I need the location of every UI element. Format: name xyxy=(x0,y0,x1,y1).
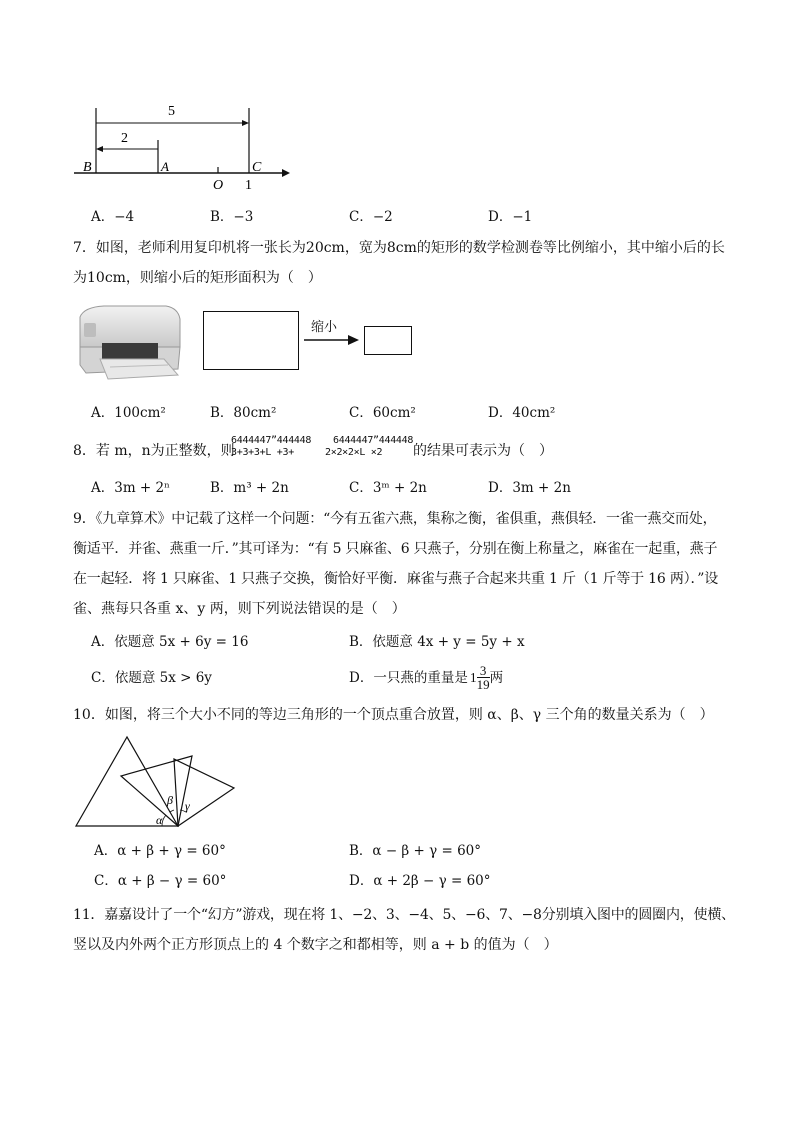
small-triangle xyxy=(174,759,234,826)
q9-fraction-numerator: 3 xyxy=(477,664,490,678)
q8-option-a: A．3m + 2ⁿ xyxy=(91,480,170,496)
q9-line-3: 在一起轻．将 1 只麻雀、1 只燕子交换，衡恰好平衡．麻雀与燕子合起来共重 1 斤（1 斤等于 16 两）．”设 xyxy=(73,571,718,587)
length-2-arrowhead xyxy=(96,146,103,152)
q8-option-d: D．3m + 2n xyxy=(488,480,571,496)
axis-arrowhead xyxy=(282,169,290,177)
beta-label: β xyxy=(167,793,173,807)
label-2: 2 xyxy=(121,131,128,146)
beta-arc xyxy=(170,810,174,812)
q9-option-b: B．依题意 4x + y = 5y + x xyxy=(349,634,525,650)
q7-line-2: 为10cm，则缩小后的矩形面积为（ ） xyxy=(73,270,322,286)
q9-fraction-denominator: 19 xyxy=(476,677,490,692)
q8-option-c: C．3ᵐ + 2n xyxy=(349,480,427,496)
q8-garbled-bottom-left: 3+3+3+L +3+ xyxy=(231,447,294,458)
shrunk-rectangle xyxy=(364,326,412,355)
original-rectangle xyxy=(203,311,299,370)
q9-option-a: A．依题意 5x + 6y = 16 xyxy=(91,634,249,650)
q8-garbled-bottom-right: 2×2×2×L ×2 xyxy=(325,447,383,458)
q10-option-b: B．α − β + γ = 60° xyxy=(349,843,482,859)
printer-image xyxy=(74,303,186,381)
q9-option-d-fraction xyxy=(477,664,490,691)
q7-option-d: D．40cm² xyxy=(488,405,556,421)
q6-option-b: B．−3 xyxy=(210,209,254,225)
q7-option-c: C．60cm² xyxy=(349,405,416,421)
q9-option-d-suffix: 两 xyxy=(489,669,504,686)
label-C: C xyxy=(252,160,262,175)
q7-option-b: B．80cm² xyxy=(210,405,277,421)
label-B: B xyxy=(83,160,92,175)
q10-option-a: A．α + β + γ = 60° xyxy=(94,843,226,859)
length-5-arrowhead xyxy=(242,120,249,126)
q9-line-2: 衡适平．并雀、燕重一斤．”其可译为：“有 5 只麻雀、6 只燕子，分别在衡上称量之，麻雀在一起重，燕子 xyxy=(73,541,718,557)
alpha-arc xyxy=(162,815,166,826)
q8-garbled-top-right: 6444447”444448 xyxy=(333,435,414,446)
number-line-figure xyxy=(68,96,298,196)
alpha-label: α xyxy=(156,813,163,827)
label-A: A xyxy=(161,159,169,174)
q8-prefix: 8．若 m，n为正整数，则 xyxy=(73,443,235,459)
label-O: O xyxy=(213,178,224,193)
q8-suffix: 的结果可表示为（ ） xyxy=(413,443,553,459)
q10-option-c: C．α + β − γ = 60° xyxy=(94,873,227,889)
q9-line-4: 雀、燕每只各重 x、y 两，则下列说法错误的是（ ） xyxy=(73,601,406,617)
shrink-label: 缩小 xyxy=(311,320,338,335)
gamma-label: γ xyxy=(185,799,190,813)
q7-line-1: 7．如图，老师利用复印机将一张长为20cm，宽为8cm的矩形的数学检测卷等比例缩小，其中缩小后的长 xyxy=(73,240,725,256)
q7-option-a: A．100cm² xyxy=(91,405,166,421)
q6-option-d: D．−1 xyxy=(488,209,533,225)
q10-option-d: D．α + 2β − γ = 60° xyxy=(349,873,491,889)
q11-line-1: 11．嘉嘉设计了一个“幻方”游戏，现在将 1、−2、3、−4、5、−6、7、−8分别填入图中的圆圈内，使横、 xyxy=(73,907,735,923)
q11-line-2: 竖以及内外两个正方形顶点上的 4 个数字之和都相等，则 a + b 的值为（ ） xyxy=(73,937,558,953)
q9-option-d-prefix: D．一只燕的重量是 xyxy=(349,669,468,686)
q9-option-d-whole: 1 xyxy=(469,669,477,685)
q6-option-c: C．−2 xyxy=(349,209,393,225)
q9-option-d xyxy=(349,664,503,691)
q8-garbled-top-left: 6444447”444448 xyxy=(231,435,312,446)
q9-line-1: 9．《九章算术》中记载了这样一个问题：“今有五雀六燕，集称之衡，雀俱重，燕俱轻．一雀一燕交而处， xyxy=(73,511,717,527)
q8-option-b: B．m³ + 2n xyxy=(210,480,289,496)
q10-line-1: 10．如图，将三个大小不同的等边三角形的一个顶点重合放置，则 α、β、γ 三个角的数量关系为（ ） xyxy=(73,707,714,723)
label-5: 5 xyxy=(168,104,175,119)
q6-option-a: A．−4 xyxy=(91,209,135,225)
q9-option-c: C．依题意 5x > 6y xyxy=(91,670,212,686)
label-1: 1 xyxy=(245,178,252,193)
shrink-arrow xyxy=(304,334,360,346)
triangles-figure xyxy=(70,733,240,831)
